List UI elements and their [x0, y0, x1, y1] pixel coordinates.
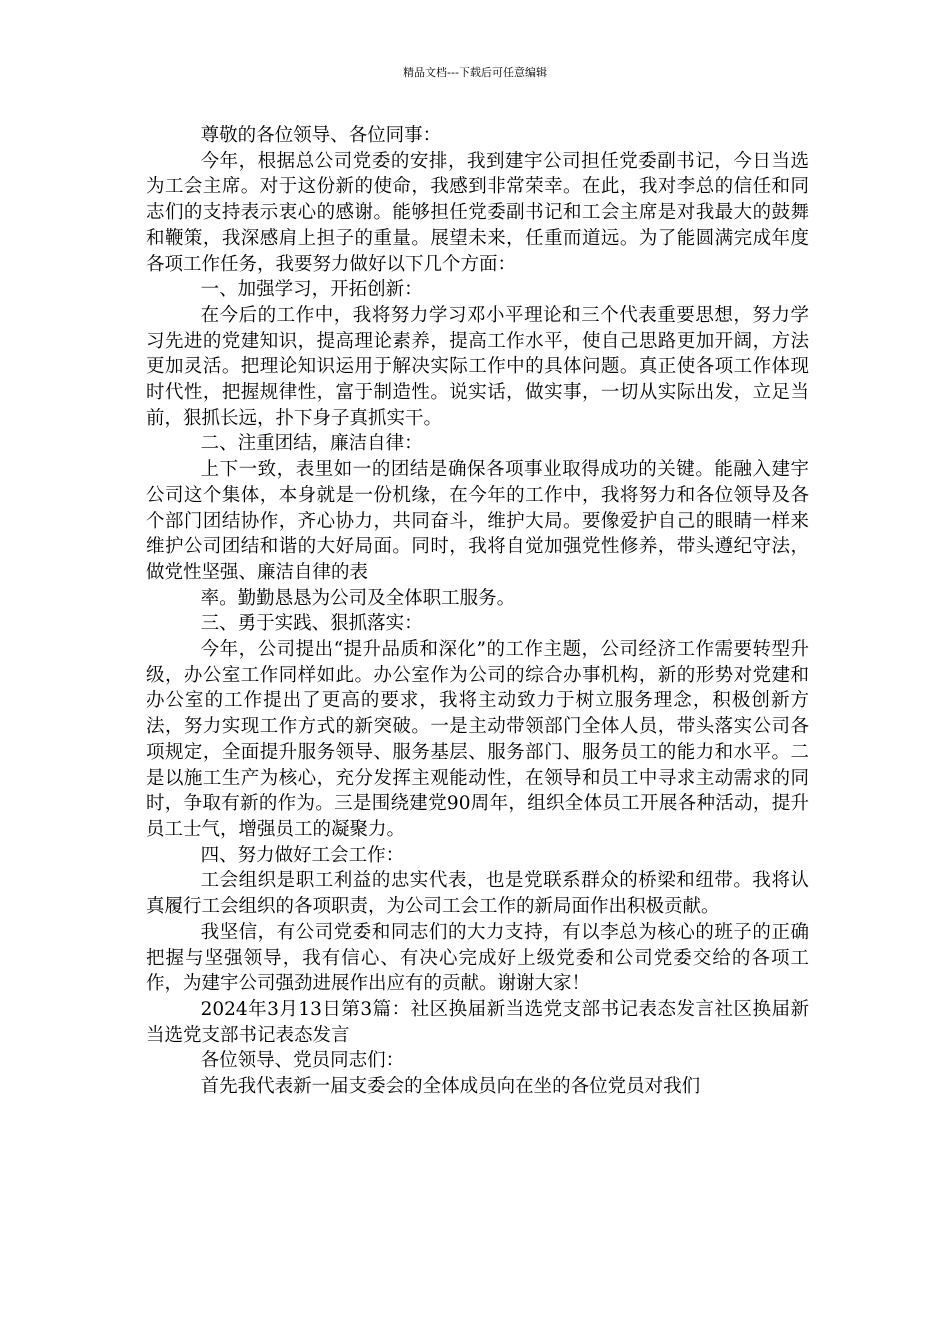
salutation: 尊敬的各位领导、各位同事： — [200, 125, 442, 146]
paragraph-section-2-cont: 率。勤勤恳恳为公司及全体职工服务。 — [200, 587, 516, 609]
section-heading-3: 三、勇于实践、狠抓落实： — [200, 613, 423, 635]
page-header: 精品文档---下载后可任意编辑 — [403, 66, 547, 79]
paragraph-section-1: 在今后的工作中，我将努力学习邓小平理论和三个代表重要思想，努力学习先进的党建知识，提高理论素养，提高工作水平，使自己思路更加开阔，方法更加灵活。把理论知识运用于解决实际工作中的具体问题。真正使各项工作体现时代性，把握规律性，富于制造性。说实话，做实事，一切从实际出发，立足当前，狠抓长远，扑下身子真抓实干。 — [146, 304, 809, 429]
section-heading-2: 二、注重团结，廉洁自律： — [200, 433, 423, 455]
paragraph-next-article-start: 首先我代表新一届支委会的全体成员向在坐的各位党员对我们 — [200, 1076, 701, 1098]
section-heading-4: 四、努力做好工会工作： — [200, 844, 405, 866]
paragraph-section-4: 工会组织是职工利益的忠实代表，也是党联系群众的桥梁和纽带。我将认真履行工会组织的各项职责，为公司工会工作的新局面作出积极贡献。 — [146, 870, 809, 918]
paragraph-section-3: 今年，公司提出“提升品质和深化”的工作主题，公司经济工作需要转型升级，办公室工作同样如此。办公室作为公司的综合办事机构，新的形势对党建和办公室的工作提出了更高的要求，我将主动致力于树立服务理念，积极创新方法，努力实现工作方式的新突破。一是主动带领部门全体人员，带头落实公司各项规定，全面提升服务领导、服务基层、服务部门、服务员工的能力和水平。二是以施工生产为核心，充分发挥主观能动性，在领导和员工中寻求主动需求的同时，争取有新的作为。三是围绕建党90周年，组织全体员工开展各种活动，提升员工士气，增强员工的凝聚力。 — [146, 639, 809, 840]
paragraph-closing: 我坚信，有公司党委和同志们的大力支持，有以李总为核心的班子的正确把握与坚强领导，我有信心、有决心完成好上级党委和公司党委交给的各项工作，为建宇公司强劲进展作出应有的贡献。谢谢大家！ — [146, 921, 809, 995]
paragraph-next-article-title: 2024年3月13日第3篇：社区换届新当选党支部书记表态发言社区换届新当选党支部书记表态发言 — [146, 998, 809, 1046]
paragraph-intro: 今年，根据总公司党委的安排，我到建宇公司担任党委副书记，今日当选为工会主席。对于这份新的使命，我感到非常荣幸。在此，我对李总的信任和同志们的支持表示衷心的感谢。能够担任党委副书记和工会主席是对我最大的鼓舞和鞭策，我深感肩上担子的重量。展望未来，任重而道远。为了能圆满完成年度各项工作任务，我要努力做好以下几个方面： — [146, 150, 809, 275]
paragraph-section-2: 上下一致，表里如一的团结是确保各项事业取得成功的关键。能融入建宇公司这个集体，本身就是一份机缘，在今年的工作中，我将努力和各位领导及各个部门团结协作，齐心协力，共同奋斗，维护大局。要像爱护自己的眼睛一样来维护公司团结和谐的大好局面。同时，我将自觉加强党性修养，带头遵纪守法，做党性坚强、廉洁自律的表 — [146, 459, 809, 583]
section-heading-1: 一、加强学习，开拓创新： — [200, 279, 423, 301]
document-body — [146, 123, 809, 1100]
salutation-2: 各位领导、党员同志们： — [200, 1050, 405, 1072]
